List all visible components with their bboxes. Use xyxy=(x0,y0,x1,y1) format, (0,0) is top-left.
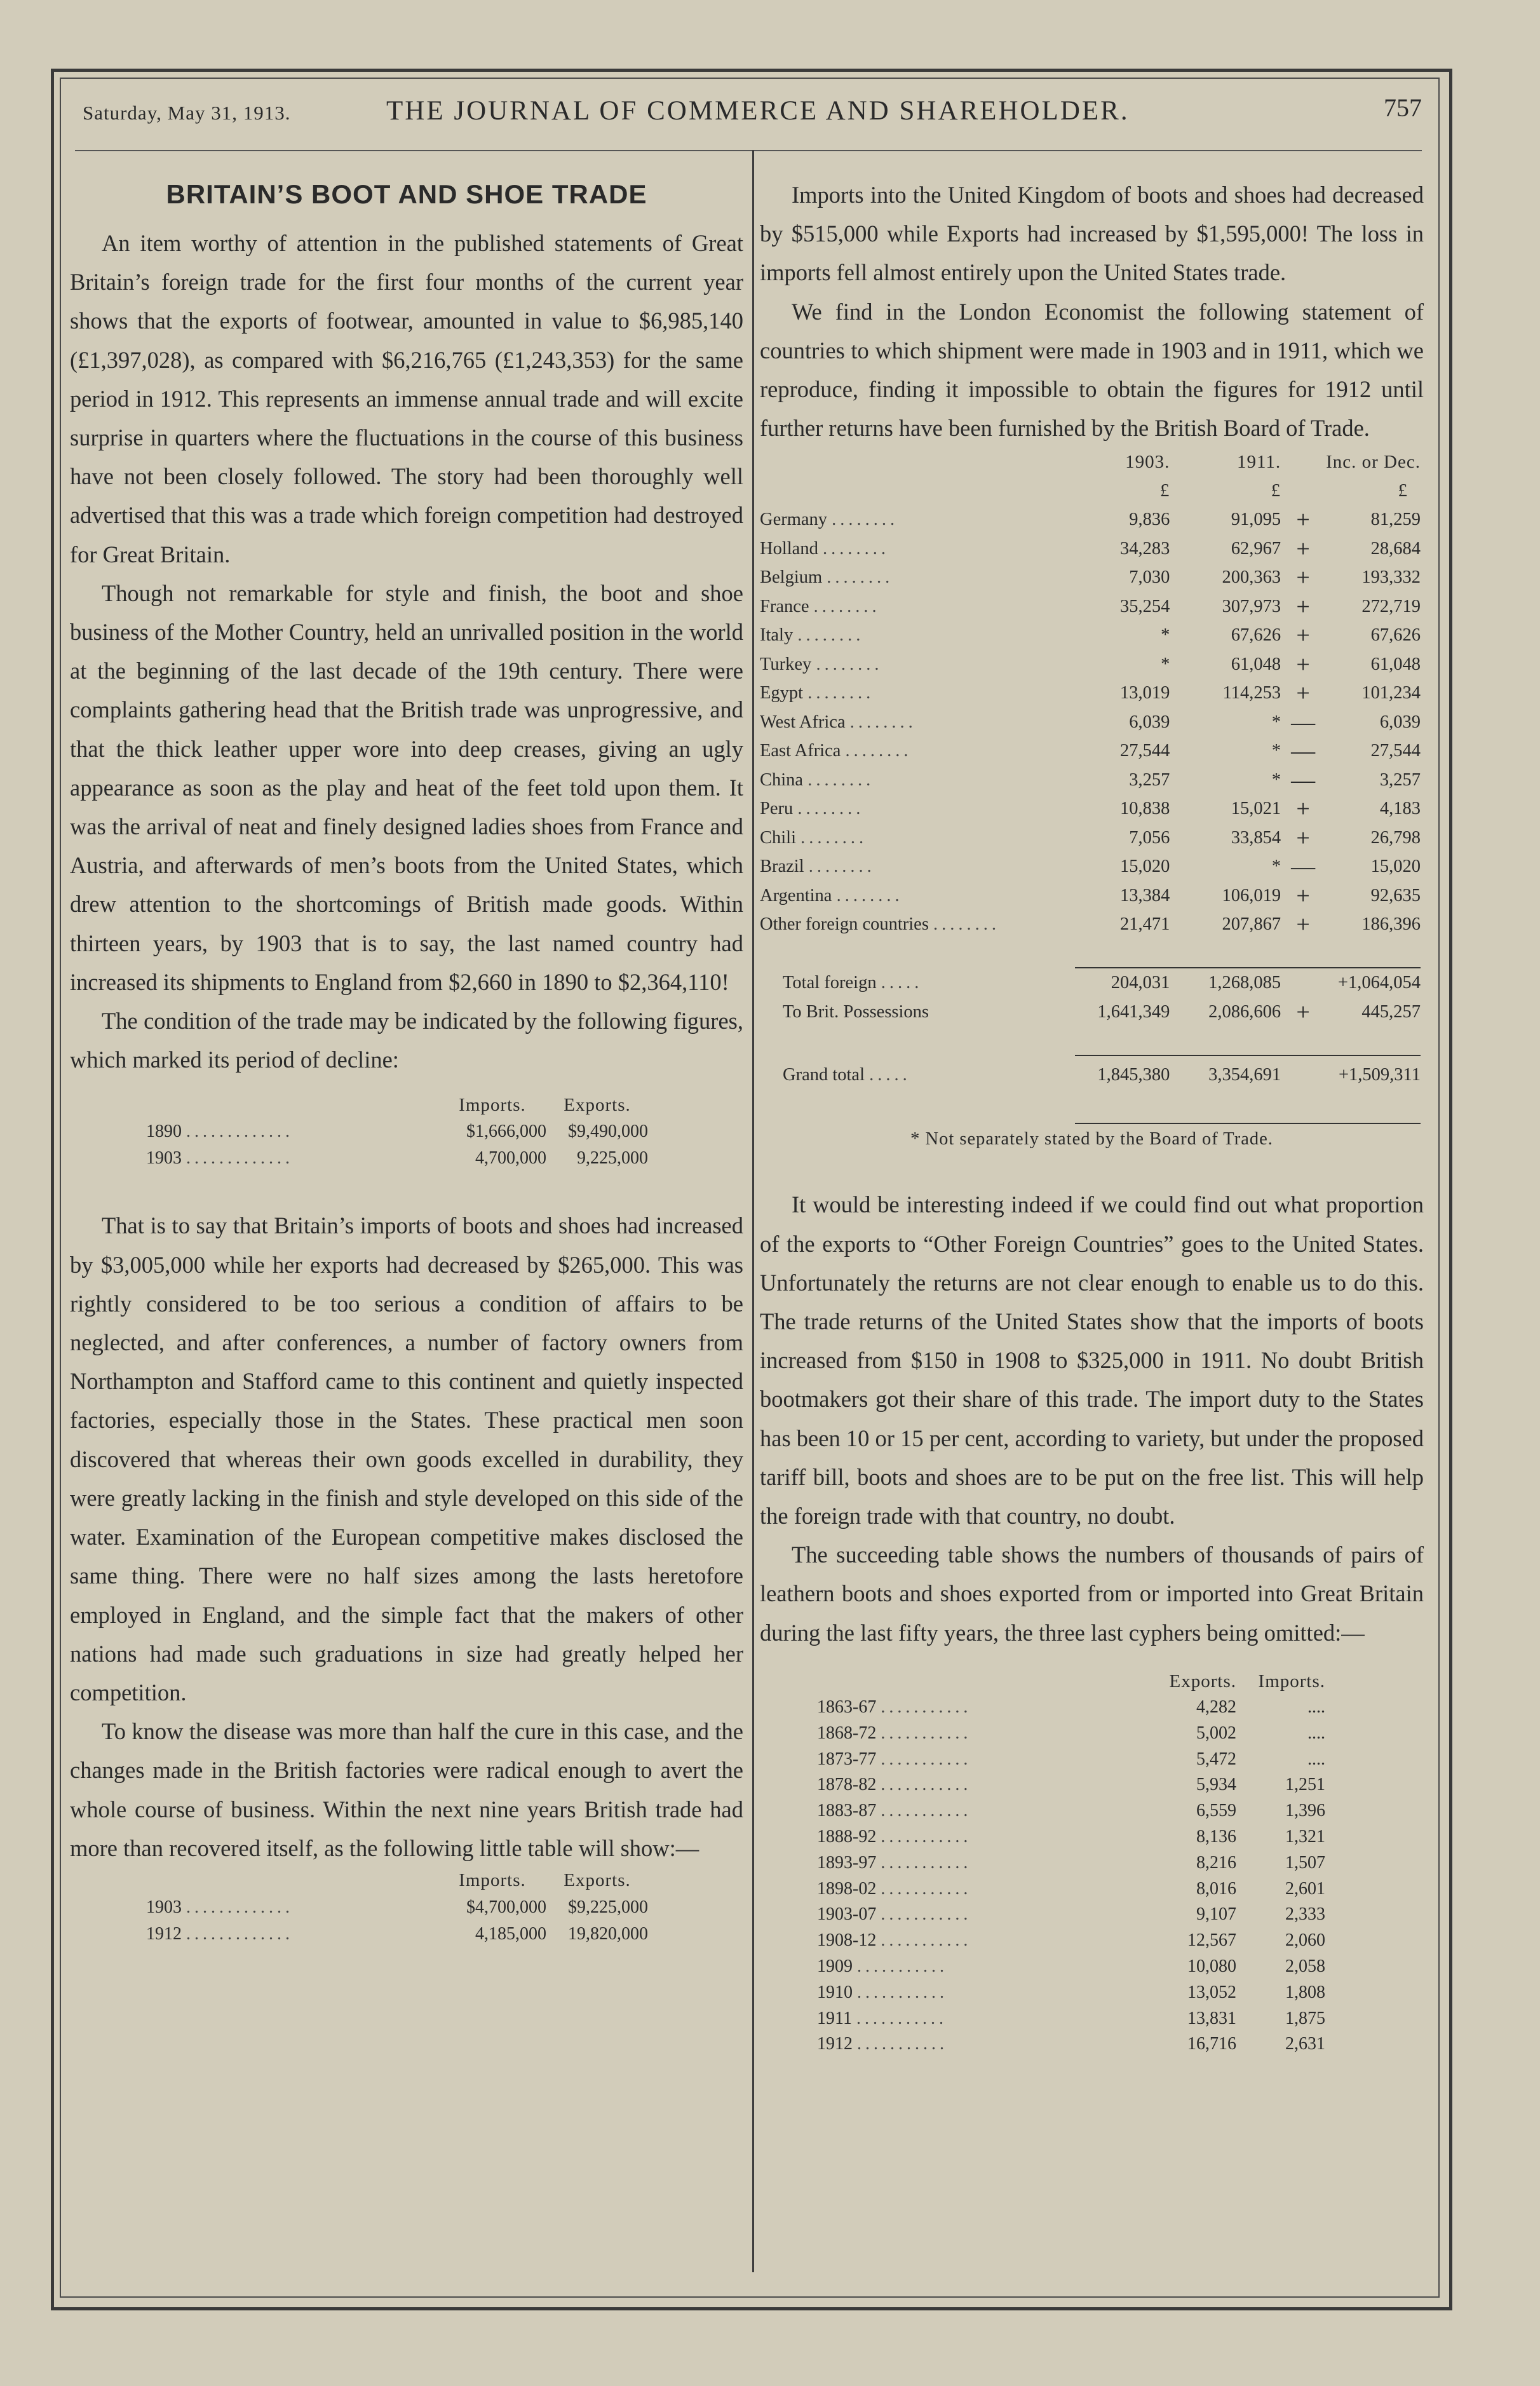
value-1903: 13,384 xyxy=(1120,885,1170,905)
change-sign: + xyxy=(1296,622,1310,649)
right-column xyxy=(760,166,1424,2057)
imports-value: 2,060 xyxy=(1285,1930,1325,1951)
value-1911: 33,854 xyxy=(1231,827,1281,848)
value-1903: * xyxy=(1161,625,1170,646)
table-row: 1909 ........... 10,080 2,058 xyxy=(817,1954,1325,1980)
change-value: 272,719 xyxy=(1361,596,1421,616)
value-1911: 1,268,085 xyxy=(1208,973,1281,993)
exports-value: 8,136 xyxy=(1196,1827,1236,1847)
currency-label: £ xyxy=(1398,480,1408,501)
value-1911: 62,967 xyxy=(1231,538,1281,559)
column-header: Imports. xyxy=(459,1094,526,1115)
period-label: 1912 xyxy=(817,2034,853,2054)
change-value: 186,396 xyxy=(1361,914,1421,935)
change-sign xyxy=(1281,968,1325,998)
table-row: 1883-87 ........... 6,559 1,396 xyxy=(817,1798,1325,1824)
period-label: 1878-82 xyxy=(817,1775,877,1795)
change-sign: + xyxy=(1296,535,1310,562)
grand-total-row: Grand total ..... 1,845,380 3,354,691 +1,509,311 xyxy=(760,1055,1421,1095)
table-row: Italy ........ * 67,626 + 67,626 xyxy=(760,622,1421,649)
column-divider xyxy=(752,150,754,2272)
imports-value: 1,396 xyxy=(1285,1801,1325,1821)
table-row: Total foreign ..... 204,031 1,268,085 +1,064,054 xyxy=(760,968,1421,998)
paragraph: We find in the London Economist the following statement of countries to which shipment were made in 1903 and in 1911, which we reproduce, finding it impossible to obtain the figures for 1912 until further returns have been furnished by the British Board of Trade. xyxy=(760,298,1424,442)
table-row xyxy=(760,998,1421,1027)
table-row: China ........ 3,257 * — 3,257 xyxy=(760,766,1421,794)
change-sign: + xyxy=(1296,882,1310,909)
year-label: 1912 xyxy=(146,1923,182,1944)
exports-value: 6,559 xyxy=(1196,1801,1236,1821)
change-sign: + xyxy=(1296,651,1310,678)
change-value: 61,048 xyxy=(1370,654,1421,674)
period-label: 1873-77 xyxy=(817,1749,877,1769)
country-name: Chili xyxy=(760,827,797,848)
table-row: 1911 ........... 13,831 1,875 xyxy=(817,2005,1325,2031)
value-1911: 91,095 xyxy=(1231,510,1281,530)
article-headline: BRITAIN’S BOOT AND SHOE TRADE xyxy=(166,179,647,209)
change-sign: + xyxy=(1296,564,1310,592)
value-1911: * xyxy=(1271,857,1281,877)
year-label: 1903 xyxy=(146,1897,182,1917)
table-row: Other foreign countries ........ 21,471 207,867 + 186,396 xyxy=(760,911,1421,939)
value-1911: * xyxy=(1271,712,1281,732)
value-1911: * xyxy=(1271,769,1281,790)
exports-value: 5,002 xyxy=(1196,1723,1236,1743)
table-row: West Africa ........ 6,039 * — 6,039 xyxy=(760,708,1421,736)
table-row: 1893-97 ........... 8,216 1,507 xyxy=(817,1850,1325,1876)
table-row: Egypt ........ 13,019 114,253 + 101,234 xyxy=(760,680,1421,707)
imports-value: $4,700,000 xyxy=(466,1897,546,1917)
imports-value: 1,321 xyxy=(1285,1827,1325,1847)
paragraph: It would be interesting indeed if we could find out what proportion of the exports to “Other Foreign Countries” goes to the United States. Unfortunately the returns are not clear enough to enable us to do this. The trade returns of the United States show that the imports of boots increased from $150 in 1908 to $325,000 in 1911. No doubt British bootmakers got their share of this trade. The import duty to the States has been 10 or 15 per cent, according to variety, but under the proposed tariff bill, boots and shoes are to be put on the free list. This will help the foreign trade with that country, no doubt. xyxy=(760,1191,1424,1529)
exports-value: 13,831 xyxy=(1187,2008,1236,2028)
table-row: 1903 ............. $4,700,000 $9,225,000 xyxy=(146,1894,648,1921)
imports-value: 1,875 xyxy=(1285,2008,1325,2028)
country-name: West Africa xyxy=(760,712,846,732)
country-name: Other foreign countries xyxy=(760,914,929,935)
table-row: Holland ........ 34,283 62,967 + 28,684 xyxy=(760,535,1421,562)
exports-value: $9,490,000 xyxy=(568,1122,648,1142)
column-header: Exports. xyxy=(1169,1671,1236,1691)
change-sign: — xyxy=(1291,708,1316,736)
change-value: 26,798 xyxy=(1370,827,1421,848)
header-rule xyxy=(75,150,1422,151)
value-1911: 114,253 xyxy=(1222,683,1281,703)
country-name: Germany xyxy=(760,510,828,530)
table-row: 1903 ............. 4,700,000 9,225,000 xyxy=(146,1145,648,1172)
change-value: +1,064,054 xyxy=(1337,973,1421,993)
change-value: 193,332 xyxy=(1361,567,1421,588)
value-1903: 13,019 xyxy=(1120,683,1170,703)
value-1911: 15,021 xyxy=(1231,799,1281,819)
decline-table xyxy=(146,1092,648,1172)
change-sign xyxy=(1281,1055,1325,1095)
change-value: 81,259 xyxy=(1370,510,1421,530)
period-label: 1898-02 xyxy=(817,1878,877,1899)
paragraph: An item worthy of attention in the published statements of Great Britain’s foreign trade for the first four months of the current year shows that the exports of footwear, amounted in value to $6,985,140 (£1,397,028), as compared with $6,216,765 (£1,243,353) for the same period in 1912. This represents an immense annual trade and will excite surprise in quarters where the fluctuations in the course of this business have not been closely followed. The story had been thoroughly well advertised that this was a trade which foreign competition had destroyed for Great Britain. xyxy=(70,230,743,567)
paragraph: Imports into the United Kingdom of boots and shoes had decreased by $515,000 while Exports had increased by $1,595,000! The loss in imports fell almost entirely upon the United States trade. xyxy=(760,182,1424,286)
issue-date: Saturday, May 31, 1913. xyxy=(83,102,291,124)
period-label: 1863-67 xyxy=(817,1697,877,1718)
value-1903: 6,039 xyxy=(1129,712,1170,732)
exports-value: $9,225,000 xyxy=(568,1897,648,1917)
value-1911: 307,973 xyxy=(1222,596,1281,616)
journal-title: THE JOURNAL OF COMMERCE AND SHAREHOLDER. xyxy=(386,96,1130,126)
value-1903: 34,283 xyxy=(1120,538,1170,559)
change-value: 3,257 xyxy=(1379,769,1421,790)
change-sign: — xyxy=(1291,738,1316,765)
change-value: 445,257 xyxy=(1361,1001,1421,1022)
change-value: 101,234 xyxy=(1361,683,1421,703)
imports-value: .... xyxy=(1307,1697,1325,1718)
country-name: China xyxy=(760,769,804,790)
exports-value: 5,472 xyxy=(1196,1749,1236,1769)
table-row: France ........ 35,254 307,973 + 272,719 xyxy=(760,593,1421,620)
value-1911: 67,626 xyxy=(1231,625,1281,646)
value-1911: 2,086,606 xyxy=(1208,1001,1281,1022)
table-row: 1873-77 ........... 5,472 .... xyxy=(817,1746,1325,1772)
period-label: 1893-97 xyxy=(817,1852,877,1873)
table-row: Belgium ........ 7,030 200,363 + 193,332 xyxy=(760,564,1421,592)
exports-value: 13,052 xyxy=(1187,1982,1236,2002)
period-label: 1910 xyxy=(817,1982,853,2002)
change-value: 67,626 xyxy=(1370,625,1421,646)
country-name: Peru xyxy=(760,799,794,819)
column-header: 1911. xyxy=(1236,451,1281,472)
imports-value: 4,700,000 xyxy=(475,1148,546,1169)
value-1903: 27,544 xyxy=(1120,741,1170,761)
left-column xyxy=(70,166,743,1948)
table-row: East Africa ........ 27,544 * — 27,544 xyxy=(760,738,1421,765)
column-header: 1903. xyxy=(1125,451,1170,472)
column-header: Exports. xyxy=(564,1094,631,1115)
table-row: 1903-07 ........... 9,107 2,333 xyxy=(817,1902,1325,1928)
value-1903: 1,641,349 xyxy=(1097,1001,1170,1022)
value-1911: 106,019 xyxy=(1222,885,1281,905)
exports-value: 5,934 xyxy=(1196,1775,1236,1795)
page-header xyxy=(75,93,1422,150)
value-1911: 200,363 xyxy=(1222,567,1281,588)
imports-value: .... xyxy=(1307,1749,1325,1769)
value-1911: 61,048 xyxy=(1231,654,1281,674)
column-header: Exports. xyxy=(564,1870,631,1891)
value-1911: 3,354,691 xyxy=(1208,1065,1281,1085)
change-value: 92,635 xyxy=(1370,885,1421,905)
period-label: 1909 xyxy=(817,1956,853,1977)
imports-value: 2,601 xyxy=(1285,1878,1325,1899)
value-1903: 15,020 xyxy=(1120,857,1170,877)
imports-value: 2,631 xyxy=(1285,2034,1325,2054)
table-row: Peru ........ 10,838 15,021 + 4,183 xyxy=(760,796,1421,823)
change-sign: — xyxy=(1291,853,1316,881)
period-label: 1908-12 xyxy=(817,1930,877,1951)
table-row: Germany ........ 9,836 91,095 + 81,259 xyxy=(760,506,1421,534)
value-1903: 10,838 xyxy=(1120,799,1170,819)
table-row: 1888-92 ........... 8,136 1,321 xyxy=(817,1824,1325,1850)
table-row: 1890 ............. $1,666,000 $9,490,000 xyxy=(146,1118,648,1145)
value-1903: 35,254 xyxy=(1120,596,1170,616)
paragraph: The succeeding table shows the numbers of thousands of pairs of leathern boots and shoes exported from or imported into Great Britain during the last fifty years, the three last cyphers being omitted:— xyxy=(760,1542,1424,1646)
imports-value: 4,185,000 xyxy=(475,1923,546,1944)
column-header: Imports. xyxy=(459,1870,526,1891)
period-label: 1888-92 xyxy=(817,1827,877,1847)
period-label: 1903-07 xyxy=(817,1904,877,1925)
imports-value: 2,333 xyxy=(1285,1904,1325,1925)
change-value: 27,544 xyxy=(1370,741,1421,761)
change-value: 6,039 xyxy=(1379,712,1421,732)
country-name: Italy xyxy=(760,625,794,646)
value-1903: 21,471 xyxy=(1120,914,1170,935)
change-value: 28,684 xyxy=(1370,538,1421,559)
table-footnote: * Not separately stated by the Board of Trade. xyxy=(910,1129,1273,1149)
page-number: 757 xyxy=(1384,93,1422,122)
exports-value: 8,016 xyxy=(1196,1878,1236,1899)
paragraph: To know the disease was more than half the cure in this case, and the changes made in the British factories were radical enough to avert the whole course of business. Within the next nine years British trade had more than recovered itself, as the following little table will show:— xyxy=(70,1718,743,1861)
table-row: Chili ........ 7,056 33,854 + 26,798 xyxy=(760,824,1421,851)
column-header: Imports. xyxy=(1258,1671,1325,1691)
value-1903: 9,836 xyxy=(1129,510,1170,530)
exports-value: 8,216 xyxy=(1196,1852,1236,1873)
period-label: 1883-87 xyxy=(817,1801,877,1821)
exports-value: 4,282 xyxy=(1196,1697,1236,1718)
change-sign: + xyxy=(1296,593,1310,620)
currency-label: £ xyxy=(1271,480,1281,501)
period-label: 1868-72 xyxy=(817,1723,877,1743)
paragraph: Though not remarkable for style and finish, the boot and shoe business of the Mother Country, held an unrivalled position in the world at the beginning of the last decade of the 19th century. There were complaints gathering head that the British trade was unprogressive, and that the thick leather upper wore into deep creases, giving an ugly appearance as soon as the play and heat of the feet told upon them. It was the arrival of neat and finely designed ladies shoes from France and Austria, and afterwards of men’s boots from the United States, which drew attention to the shortcomings of British made goods. Within thirteen years, by 1903 that is to say, the last named country had increased its shipments to England from $2,660 in 1890 to $2,364,110! xyxy=(70,580,743,995)
change-sign: — xyxy=(1291,766,1316,794)
row-label: Total foreign xyxy=(783,972,877,993)
year-label: 1890 xyxy=(146,1122,182,1142)
country-name: Egypt xyxy=(760,683,804,703)
row-label: To Brit. Possessions xyxy=(783,1001,929,1022)
exports-value: 9,225,000 xyxy=(577,1148,648,1169)
country-table xyxy=(760,447,1421,1124)
change-sign: + xyxy=(1296,680,1310,707)
exports-value: 16,716 xyxy=(1187,2034,1236,2054)
imports-value: 1,251 xyxy=(1285,1775,1325,1795)
column-header: Inc. or Dec. xyxy=(1326,451,1421,472)
value-1911: 207,867 xyxy=(1222,914,1281,935)
year-label: 1903 xyxy=(146,1148,182,1169)
change-sign: + xyxy=(1296,796,1310,823)
recovery-table xyxy=(146,1867,648,1948)
change-sign: + xyxy=(1296,998,1310,1026)
change-value: +1,509,311 xyxy=(1338,1065,1421,1085)
paragraph: The condition of the trade may be indicated by the following figures, which marked its period of decline: xyxy=(70,1008,743,1073)
value-1903: * xyxy=(1161,654,1170,674)
country-name: Holland xyxy=(760,538,818,559)
table-row: 1912 ........... 16,716 2,631 xyxy=(817,2031,1325,2057)
period-label: 1911 xyxy=(817,2008,852,2028)
imports-value: 1,507 xyxy=(1285,1852,1325,1873)
value-1903: 7,030 xyxy=(1129,567,1170,588)
exports-value: 12,567 xyxy=(1187,1930,1236,1951)
table-row: 1912 ............. 4,185,000 19,820,000 xyxy=(146,1921,648,1948)
country-name: East Africa xyxy=(760,741,841,761)
currency-label: £ xyxy=(1159,480,1170,501)
value-1903: 1,845,380 xyxy=(1097,1065,1170,1085)
change-sign: + xyxy=(1296,506,1310,534)
country-name: Turkey xyxy=(760,654,812,674)
imports-value: .... xyxy=(1307,1723,1325,1743)
change-sign: + xyxy=(1296,824,1310,851)
imports-value: 1,808 xyxy=(1285,1982,1325,2002)
table-row: 1908-12 ........... 12,567 2,060 xyxy=(817,1928,1325,1954)
value-1903: 7,056 xyxy=(1129,827,1170,848)
value-1903: 3,257 xyxy=(1129,769,1170,790)
exports-value: 9,107 xyxy=(1196,1904,1236,1925)
value-1911: * xyxy=(1271,741,1281,761)
table-row: 1898-02 ........... 8,016 2,601 xyxy=(817,1876,1325,1902)
change-value: 15,020 xyxy=(1370,857,1421,877)
country-name: France xyxy=(760,596,809,616)
country-name: Argentina xyxy=(760,885,832,905)
table-row: Brazil ........ 15,020 * — 15,020 xyxy=(760,853,1421,881)
table-row: 1863-67 ........... 4,282 .... xyxy=(817,1695,1325,1721)
exports-value: 19,820,000 xyxy=(568,1923,648,1944)
country-name: Brazil xyxy=(760,857,804,877)
row-label: Grand total xyxy=(783,1064,865,1085)
table-row: 1910 ........... 13,052 1,808 xyxy=(817,1979,1325,2005)
exports-value: 10,080 xyxy=(1187,1956,1236,1977)
country-name: Belgium xyxy=(760,567,823,588)
paragraph: That is to say that Britain’s imports of boots and shoes had increased by $3,005,000 while her exports had decreased by $265,000. This was rightly considered to be too serious a condition of affairs to be neglected, and after conferences, a number of factory owners from Northampton and Stafford came to this continent and quietly inspected factories, especially those in the States. These practical men soon discovered that whereas their own goods excelled in durability, they were greatly lacking in the finish and style developed on this side of the water. Examination of the European competitive makes disclosed the same thing. There were no half sizes among the lasts heretofore employed in England, and the simple fact that the makers of other nations had made such graduations in size had greatly helped her competition. xyxy=(70,1212,743,1705)
value-1903: 204,031 xyxy=(1111,973,1170,993)
imports-value: $1,666,000 xyxy=(466,1122,546,1142)
imports-value: 2,058 xyxy=(1285,1956,1325,1977)
years-table xyxy=(817,1669,1325,2057)
table-row: Argentina ........ 13,384 106,019 + 92,635 xyxy=(760,882,1421,909)
change-value: 4,183 xyxy=(1379,799,1421,819)
table-row: 1868-72 ........... 5,002 .... xyxy=(817,1720,1325,1746)
change-sign: + xyxy=(1296,911,1310,939)
table-row: Turkey ........ * 61,048 + 61,048 xyxy=(760,651,1421,678)
table-row: 1878-82 ........... 5,934 1,251 xyxy=(817,1772,1325,1798)
